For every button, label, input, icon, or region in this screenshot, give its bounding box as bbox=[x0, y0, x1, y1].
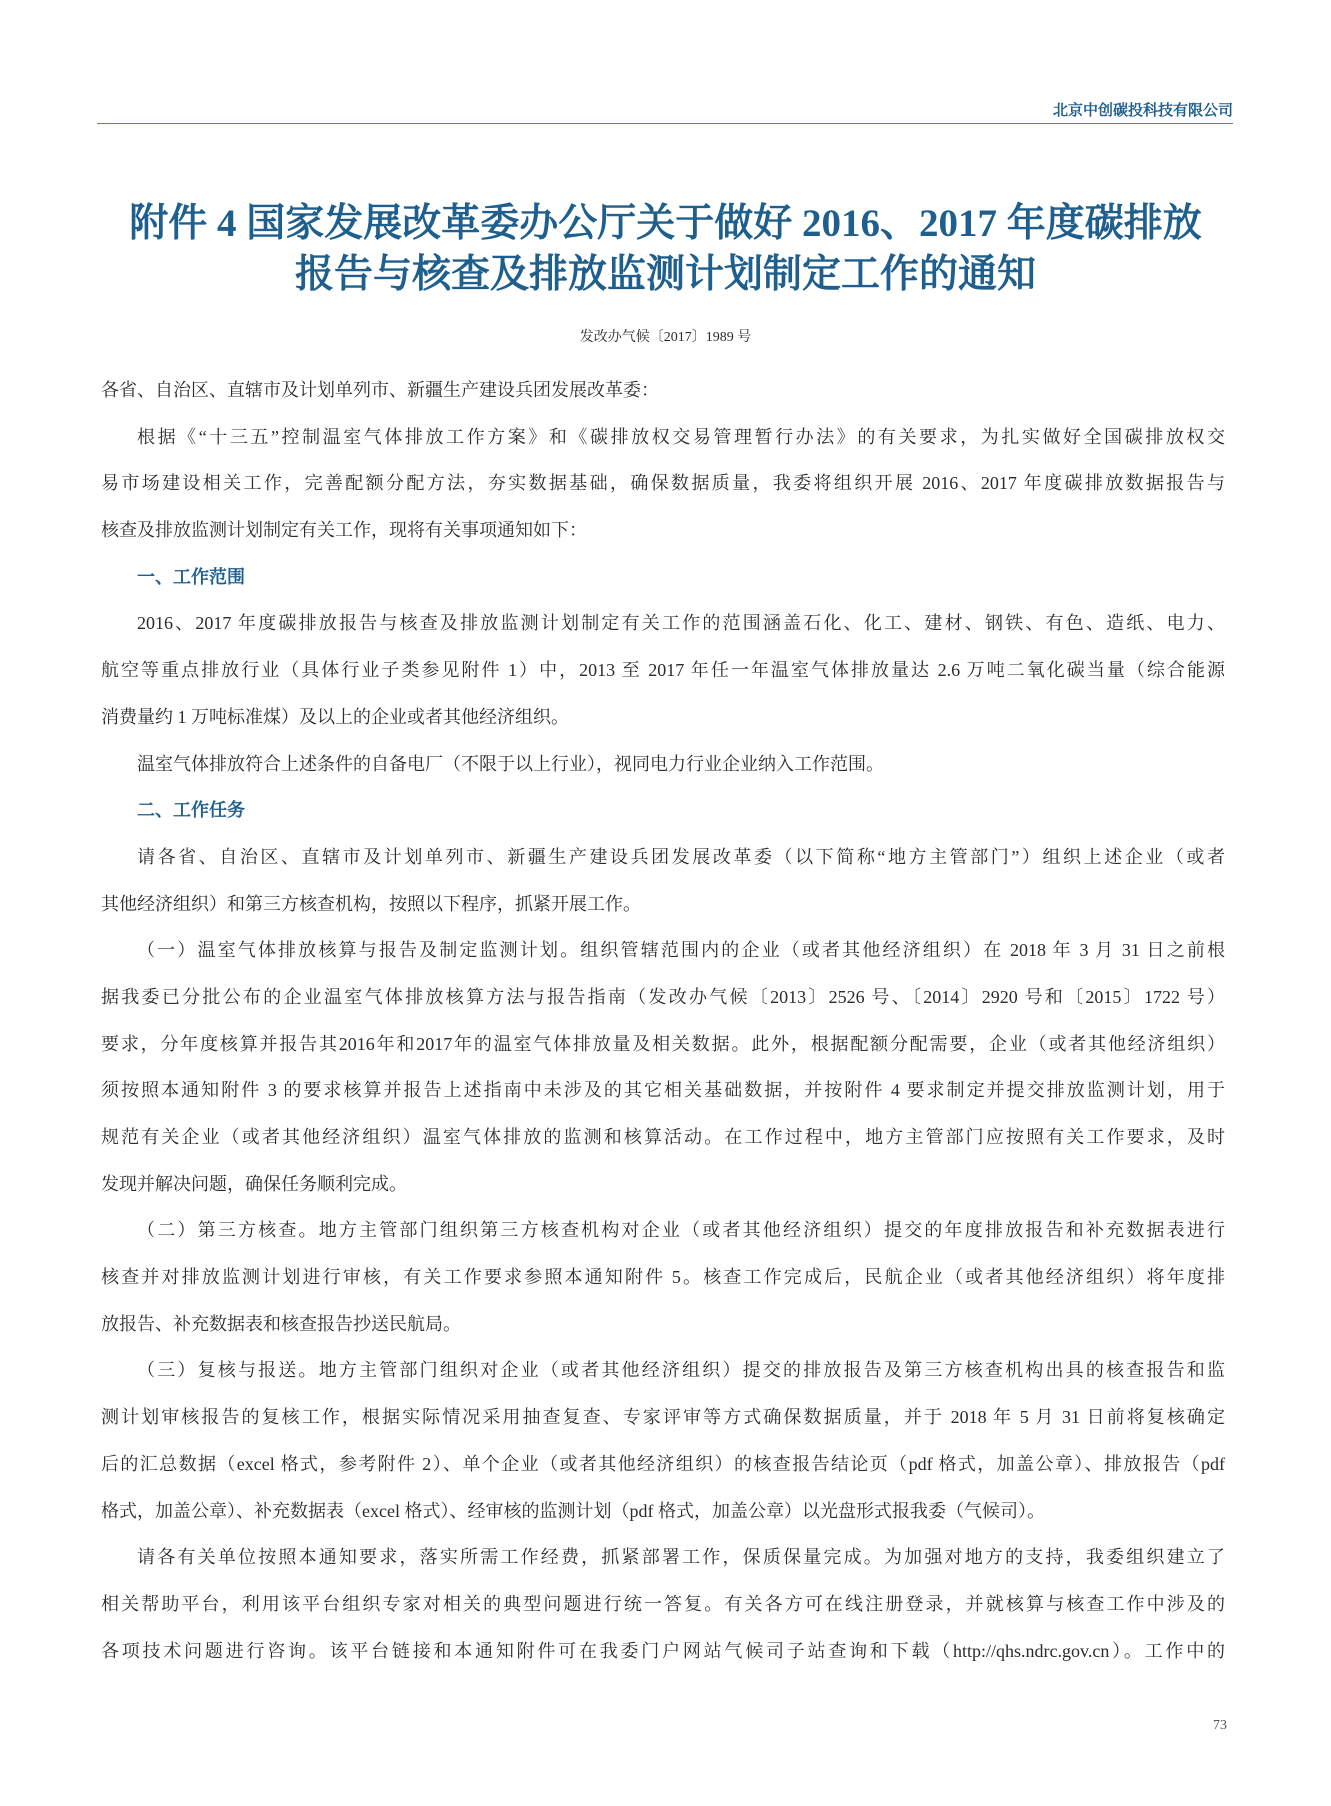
body-line: 测计划审核报告的复核工作，根据实际情况采用抽查复查、专家评审等方式确保数据质量，并于 2018 年 5 月 31 日前将复核确定 bbox=[101, 1407, 1225, 1428]
body-line: 发现并解决问题，确保任务顺利完成。 bbox=[101, 1173, 407, 1194]
body-line: 相关帮助平台，利用该平台组织专家对相关的典型问题进行统一答复。有关各方可在线注册登录，并就核算与核查工作中涉及的 bbox=[101, 1593, 1225, 1614]
body-line: 航空等重点排放行业（具体行业子类参见附件 1）中，2013 至 2017 年任一年温室气体排放量达 2.6 万吨二氧化碳当量（综合能源 bbox=[101, 660, 1225, 681]
body-line: 核查并对排放监测计划进行审核，有关工作要求参照本通知附件 5。核查工作完成后，民航企业（或者其他经济组织）将年度排 bbox=[101, 1267, 1225, 1288]
salutation: 各省、自治区、直辖市及计划单列市、新疆生产建设兵团发展改革委： bbox=[101, 380, 659, 400]
body-line: （三）复核与报送。地方主管部门组织对企业（或者其他经济组织）提交的排放报告及第三方核查机构出具的核查报告和监 bbox=[137, 1360, 1225, 1381]
body-line: 根据《“十三五”控制温室气体排放工作方案》和《碳排放权交易管理暂行办法》的有关要求，为扎实做好全国碳排放权交 bbox=[137, 426, 1225, 447]
body-line: 核查及排放监测计划制定有关工作，现将有关事项通知如下： bbox=[101, 520, 587, 541]
paragraph-task-2 bbox=[101, 1207, 1225, 1347]
body-line: （二）第三方核查。地方主管部门组织第三方核查机构对企业（或者其他经济组织）提交的年度排放报告和补充数据表进行 bbox=[137, 1220, 1225, 1241]
body-line: 消费量约 1 万吨标准煤）及以上的企业或者其他经济组织。 bbox=[101, 706, 569, 727]
page-number: 73 bbox=[1213, 1718, 1227, 1733]
body-line: 2016、2017 年度碳排放报告与核查及排放监测计划制定有关工作的范围涵盖石化、化工、建材、钢铁、有色、造纸、电力、 bbox=[137, 613, 1225, 634]
body-line: 放报告、补充数据表和核查报告抄送民航局。 bbox=[101, 1313, 461, 1334]
body-line: 后的汇总数据（excel 格式，参考附件 2）、单个企业（或者其他经济组织）的核查报告结论页（pdf 格式，加盖公章）、排放报告（pdf bbox=[101, 1453, 1225, 1474]
body-line: 要求，分年度核算并报告其2016年和2017年的温室气体排放量及相关数据。此外，根据配额分配需要，企业（或者其他经济组织） bbox=[101, 1033, 1225, 1054]
body-line: 请各省、自治区、直辖市及计划单列市、新疆生产建设兵团发展改革委（以下简称“地方主管部门”）组织上述企业（或者 bbox=[137, 846, 1225, 867]
paragraph-captive-power bbox=[101, 741, 1225, 788]
body-line: 据我委已分批公布的企业温室气体排放核算方法与报告指南（发改办气候〔2013〕2526 号、〔2014〕2920 号和〔2015〕1722 号） bbox=[101, 986, 1225, 1007]
paragraph-task-1 bbox=[101, 927, 1225, 1207]
body-line: 易市场建设相关工作，完善配额分配方法，夯实数据基础，确保数据质量，我委将组织开展 2016、2017 年度碳排放数据报告与 bbox=[101, 473, 1225, 494]
body-line: （一）温室气体排放核算与报告及制定监测计划。组织管辖范围内的企业（或者其他经济组织）在 2018 年 3 月 31 日之前根 bbox=[137, 940, 1225, 961]
section-heading-scope: 一、工作范围 bbox=[137, 566, 245, 587]
section-heading-tasks: 二、工作任务 bbox=[137, 800, 245, 821]
header-company-name: 北京中创碳投科技有限公司 bbox=[1052, 102, 1233, 119]
body-line: 温室气体排放符合上述条件的自备电厂（不限于以上行业），视同电力行业企业纳入工作范围。 bbox=[137, 753, 884, 774]
body-line: 须按照本通知附件 3 的要求核算并报告上述指南中未涉及的其它相关基础数据，并按附件 4 要求制定并提交排放监测计划，用于 bbox=[101, 1080, 1225, 1101]
paragraph-scope bbox=[101, 600, 1225, 740]
title-line-1: 附件 4 国家发展改革委办公厅关于做好 2016、2017 年度碳排放 bbox=[129, 202, 1202, 245]
paragraph-task-3 bbox=[101, 1347, 1225, 1534]
body-line: 格式，加盖公章）、补充数据表（excel 格式）、经审核的监测计划（pdf 格式，加盖公章）以光盘形式报我委（气候司）。 bbox=[101, 1500, 1045, 1521]
document-body bbox=[101, 367, 1225, 1674]
document-title bbox=[0, 198, 1331, 300]
title-line-2: 报告与核查及排放监测计划制定工作的通知 bbox=[294, 253, 1036, 296]
paragraph-intro bbox=[101, 414, 1225, 554]
body-line: 各项技术问题进行咨询。该平台链接和本通知附件可在我委门户网站气候司子站查询和下载（http://qhs.ndrc.gov.cn）。工作中的 bbox=[101, 1640, 1225, 1661]
paragraph-closing bbox=[101, 1534, 1225, 1674]
header-divider bbox=[97, 123, 1233, 124]
paragraph-tasks-intro bbox=[101, 834, 1225, 927]
body-line: 其他经济组织）和第三方核查机构，按照以下程序，抓紧开展工作。 bbox=[101, 893, 641, 914]
document-number: 发改办气候〔2017〕1989 号 bbox=[579, 330, 752, 345]
body-line: 规范有关企业（或者其他经济组织）温室气体排放的监测和核算活动。在工作过程中，地方主管部门应按照有关工作要求，及时 bbox=[101, 1127, 1225, 1147]
body-line: 请各有关单位按照本通知要求，落实所需工作经费，抓紧部署工作，保质保量完成。为加强对地方的支持，我委组织建立了 bbox=[137, 1547, 1225, 1568]
